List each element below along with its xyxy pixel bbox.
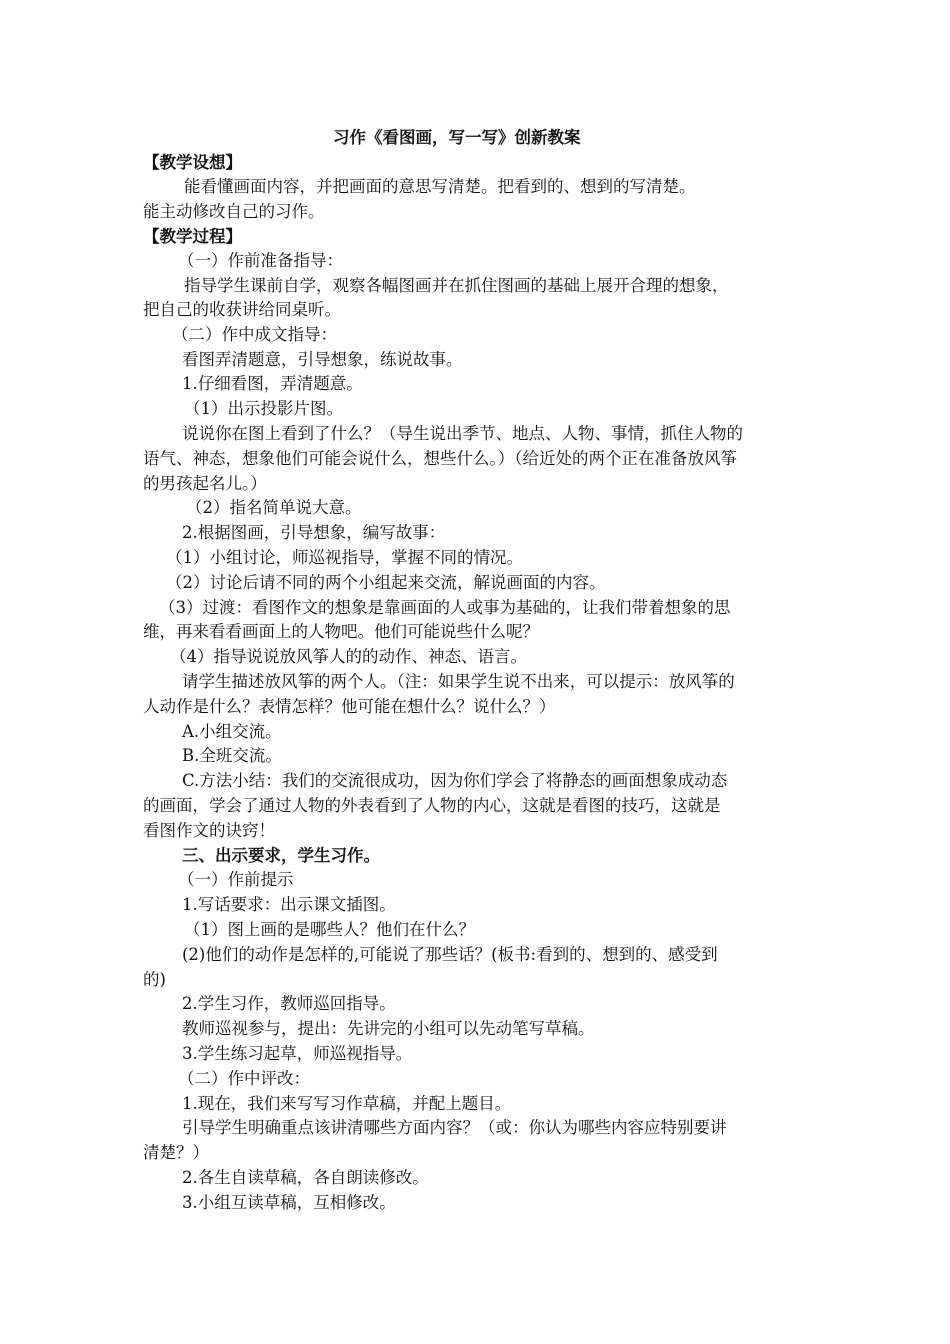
paragraph-line: （1）图上画的是哪些人？他们在什么？ — [184, 920, 475, 939]
paragraph-line: （2）讨论后请不同的两个小组起来交流，解说画面的内容。 — [166, 573, 606, 592]
paragraph-line: 1.仔细看图，弄清题意。 — [182, 374, 363, 393]
paragraph-line: 1.写话要求：出示课文插图。 — [182, 895, 396, 914]
paragraph-line: 请学生描述放风筝的两个人。（注：如果学生说不出来，可以提示：放风筝的 — [182, 672, 735, 691]
subheading-line: （一）作前准备指导： — [178, 251, 343, 270]
section-heading-process: 【教学过程】 — [143, 227, 242, 246]
document-title: 习作《看图画，写一写》创新教案 — [333, 128, 581, 147]
paragraph-line: B.全班交流。 — [182, 746, 282, 765]
paragraph-line: 人动作是什么？表情怎样？他可能在想什么？说什么？） — [143, 697, 556, 716]
paragraph-line: C.方法小结：我们的交流很成功，因为你们学会了将静态的画面想象成动态 — [182, 771, 728, 790]
paragraph-line: 看图作文的诀窍！ — [143, 821, 275, 840]
subheading-line: （二）作中评改： — [178, 1069, 310, 1088]
paragraph-line: 1.现在，我们来写写习作草稿，并配上题目。 — [182, 1094, 512, 1113]
paragraph-line: 的画面，学会了通过人物的外表看到了人物的内心，这就是看图的技巧，这就是 — [143, 796, 721, 815]
paragraph-line: 3.小组互读草稿，互相修改。 — [182, 1193, 396, 1212]
subheading-line: （一）作前提示 — [178, 870, 294, 889]
paragraph-line: （2）指名简单说大意。 — [186, 498, 362, 517]
paragraph-line: 教师巡视参与，提出：先讲完的小组可以先动笔写草稿。 — [182, 1019, 595, 1038]
paragraph-line: （1）出示投影片图。 — [184, 399, 343, 418]
paragraph-line: 语气、神态，想象他们可能会说什么，想些什么。）（给近处的两个正在准备放风筝 — [143, 449, 737, 468]
paragraph-line: 看图弄清题意，引导想象，练说故事。 — [182, 350, 463, 369]
paragraph-line: 维，再来看看画面上的人物吧。他们可能说些什么呢？ — [143, 622, 539, 641]
paragraph-line: 把自己的收获讲给同桌听。 — [143, 300, 341, 319]
paragraph-line: （3）过渡：看图作文的想象是靠画面的人或事为基础的，让我们带着想象的思 — [159, 598, 731, 617]
paragraph-line: (2)他们的动作是怎样的,可能说了那些话？(板书:看到的、想到的、感受到 — [182, 945, 718, 964]
paragraph-line: 2.学生习作，教师巡回指导。 — [182, 994, 396, 1013]
paragraph-line: 能看懂画面内容，并把画面的意思写清楚。把看到的、想到的写清楚。 — [184, 177, 696, 196]
paragraph-line: 3.学生练习起草，师巡视指导。 — [182, 1044, 413, 1063]
paragraph-line: （4）指导说说放风筝人的的动作、神态、语言。 — [170, 647, 527, 666]
paragraph-line: 2.根据图画，引导想象，编写故事： — [182, 523, 446, 542]
paragraph-line: 的) — [143, 970, 166, 989]
paragraph-line: 引导学生明确重点该讲清哪些方面内容？（或：你认为哪些内容应特别要讲 — [182, 1118, 727, 1137]
section-heading-design: 【教学设想】 — [143, 153, 242, 172]
paragraph-line: 的男孩起名儿。） — [143, 474, 267, 493]
paragraph-line: 说说你在图上看到了什么？（导生说出季节、地点、人物、事情，抓住人物的 — [182, 424, 743, 443]
paragraph-line: 清楚？） — [143, 1143, 209, 1162]
paragraph-line: （1）小组讨论，师巡视指导，掌握不同的情况。 — [166, 548, 523, 567]
section-heading-requirements: 三、出示要求，学生习作。 — [182, 846, 380, 865]
paragraph-line: A.小组交流。 — [182, 722, 282, 741]
paragraph-line: 2.各生自读草稿，各自朗读修改。 — [182, 1168, 429, 1187]
subheading-line: （二）作中成文指导： — [172, 325, 337, 344]
paragraph-line: 指导学生课前自学，观察各幅图画并在抓住图画的基础上展开合理的想象， — [184, 276, 729, 295]
paragraph-line: 能主动修改自己的习作。 — [143, 202, 325, 221]
